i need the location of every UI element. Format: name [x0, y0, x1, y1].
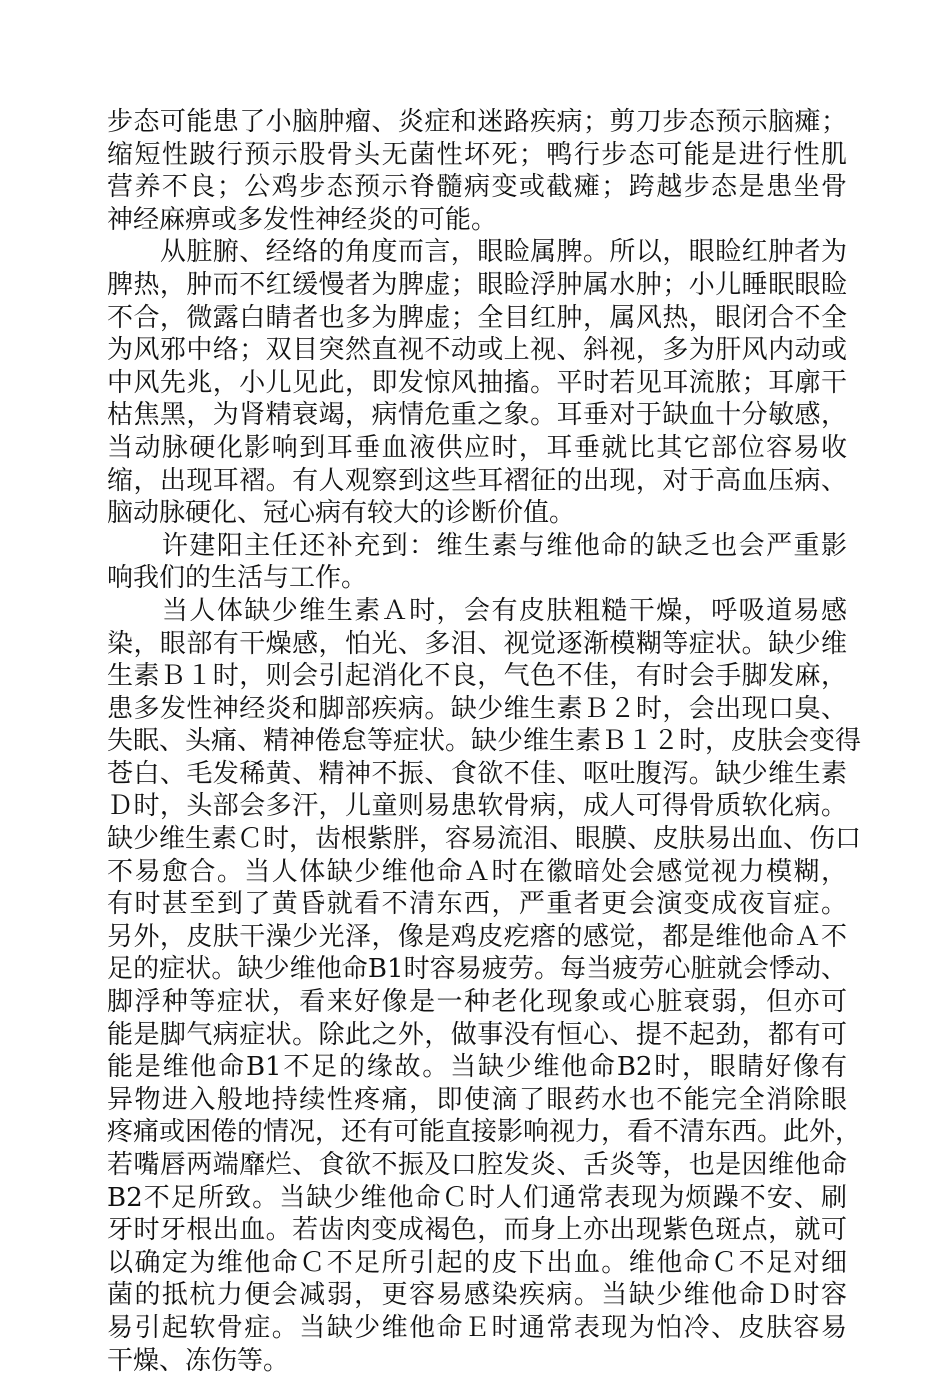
text-line: 足的症状。缺少维他命B1时容易疲劳。每当疲劳心脏就会悸动、 [107, 954, 847, 985]
text-line: 步态可能患了小脑肿瘤、炎症和迷路疾病；剪刀步态预示脑瘫； [107, 107, 847, 137]
text-line: 当人体缺少维生素Ａ时，会有皮肤粗糙干燥，呼吸道易感 [107, 595, 847, 626]
text-line: 生素Ｂ１时，则会引起消化不良，气色不佳，有时会手脚发麻， [107, 661, 847, 692]
text-line: 枯焦黑，为肾精衰竭，病情危重之象。耳垂对于缺血十分敏感， [107, 400, 847, 431]
text-line: Ｄ时，头部会多汗，儿童则易患软骨病，成人可得骨质软化病。 [107, 791, 847, 822]
text-line: 缺少维生素Ｃ时，齿根紫胖，容易流泪、眼膜、皮肤易出血、伤口 [107, 824, 862, 855]
text-line: 染，眼部有干燥感，怕光、多泪、视觉逐渐模糊等症状。缺少维 [107, 628, 847, 659]
text-line: 从脏腑、经络的角度而言，眼睑属脾。所以，眼睑红肿者为 [107, 237, 847, 268]
text-line: 响我们的生活与工作。 [107, 563, 368, 594]
text-line: 有时甚至到了黄昏就看不清东西，严重者更会演变成夜盲症。 [107, 889, 847, 920]
text-line: 另外，皮肤干澡少光泽，像是鸡皮疙瘩的感觉，都是维他命Ａ不 [107, 921, 847, 952]
text-line: 菌的抵杭力便会减弱，更容易感染疾病。当缺少维他命Ｄ时容 [107, 1280, 847, 1311]
text-line: 不合，微露白睛者也多为脾虚；全目红肿，属风热，眼闭合不全 [107, 302, 847, 333]
text-line: 不易愈合。当人体缺少维他命Ａ时在徽暗处会感觉视力模糊， [107, 856, 847, 887]
text-line: 能是维他命B1不足的缘故。当缺少维他命B2时，眼睛好像有 [107, 1052, 847, 1083]
text-line: 营养不良；公鸡步态预示脊髓病变或截瘫；跨越步态是患坐骨 [107, 172, 847, 203]
text-line: 疼痛或困倦的情况，还有可能直接影响视力，看不清东西。此外， [107, 1117, 862, 1148]
text-line: 能是脚气病症状。除此之外，做事没有恒心、提不起劲，都有可 [107, 1019, 847, 1050]
body-text [107, 106, 862, 1377]
text-line: 当动脉硬化影响到耳垂血液供应时，耳垂就比其它部位容易收 [107, 432, 847, 463]
text-line: B2不足所致。当缺少维他命Ｃ时人们通常表现为烦躁不安、刷 [107, 1182, 847, 1213]
text-line: 苍白、毛发稀黄、精神不振、食欲不佳、呕吐腹泻。缺少维生素 [107, 758, 847, 789]
text-line: 许建阳主任还补充到：维生素与维他命的缺乏也会严重影 [107, 530, 847, 561]
text-line: 缩，出现耳褶。有人观察到这些耳褶征的出现，对于高血压病、 [107, 465, 847, 496]
text-line: 若嘴唇两端靡烂、食欲不振及口腔发炎、舌炎等，也是因维他命 [107, 1150, 847, 1180]
text-line: 脚浮种等症状，看来好像是一种老化现象或心脏衰弱，但亦可 [107, 987, 847, 1018]
text-line: 牙时牙根出血。若齿肉变成褐色，而身上亦出现紫色斑点，就可 [107, 1215, 847, 1246]
text-line: 干燥、冻伤等。 [107, 1345, 290, 1376]
text-line: 脑动脉硬化、冠心病有较大的诊断价值。 [107, 498, 576, 529]
text-line: 中风先兆，小儿见此，即发惊风抽搐。平时若见耳流脓；耳廓干 [107, 367, 847, 398]
text-line: 易引起软骨症。当缺少维他命Ｅ时通常表现为怕冷、皮肤容易 [107, 1312, 847, 1343]
text-line: 脾热，肿而不红缓慢者为脾虚；眼睑浮肿属水肿；小儿睡眠眼睑 [107, 269, 847, 300]
text-line: 异物进入般地持续性疼痛，即使滴了眼药水也不能完全消除眼 [107, 1084, 847, 1115]
text-line: 以确定为维他命Ｃ不足所引起的皮下出血。维他命Ｃ不足对细 [107, 1247, 847, 1278]
text-line: 为风邪中络；双目突然直视不动或上视、斜视，多为肝风内动或 [107, 335, 847, 366]
text-line: 缩短性跛行预示股骨头无菌性坏死；鸭行步态可能是进行性肌 [107, 139, 847, 170]
text-line: 患多发性神经炎和脚部疾病。缺少维生素Ｂ２时，会出现口臭、 [107, 693, 847, 724]
text-line: 神经麻痹或多发性神经炎的可能。 [107, 204, 498, 235]
text-line: 失眠、头痛、精神倦怠等症状。缺少维生素Ｂ１２时，皮肤会变得 [107, 726, 862, 757]
